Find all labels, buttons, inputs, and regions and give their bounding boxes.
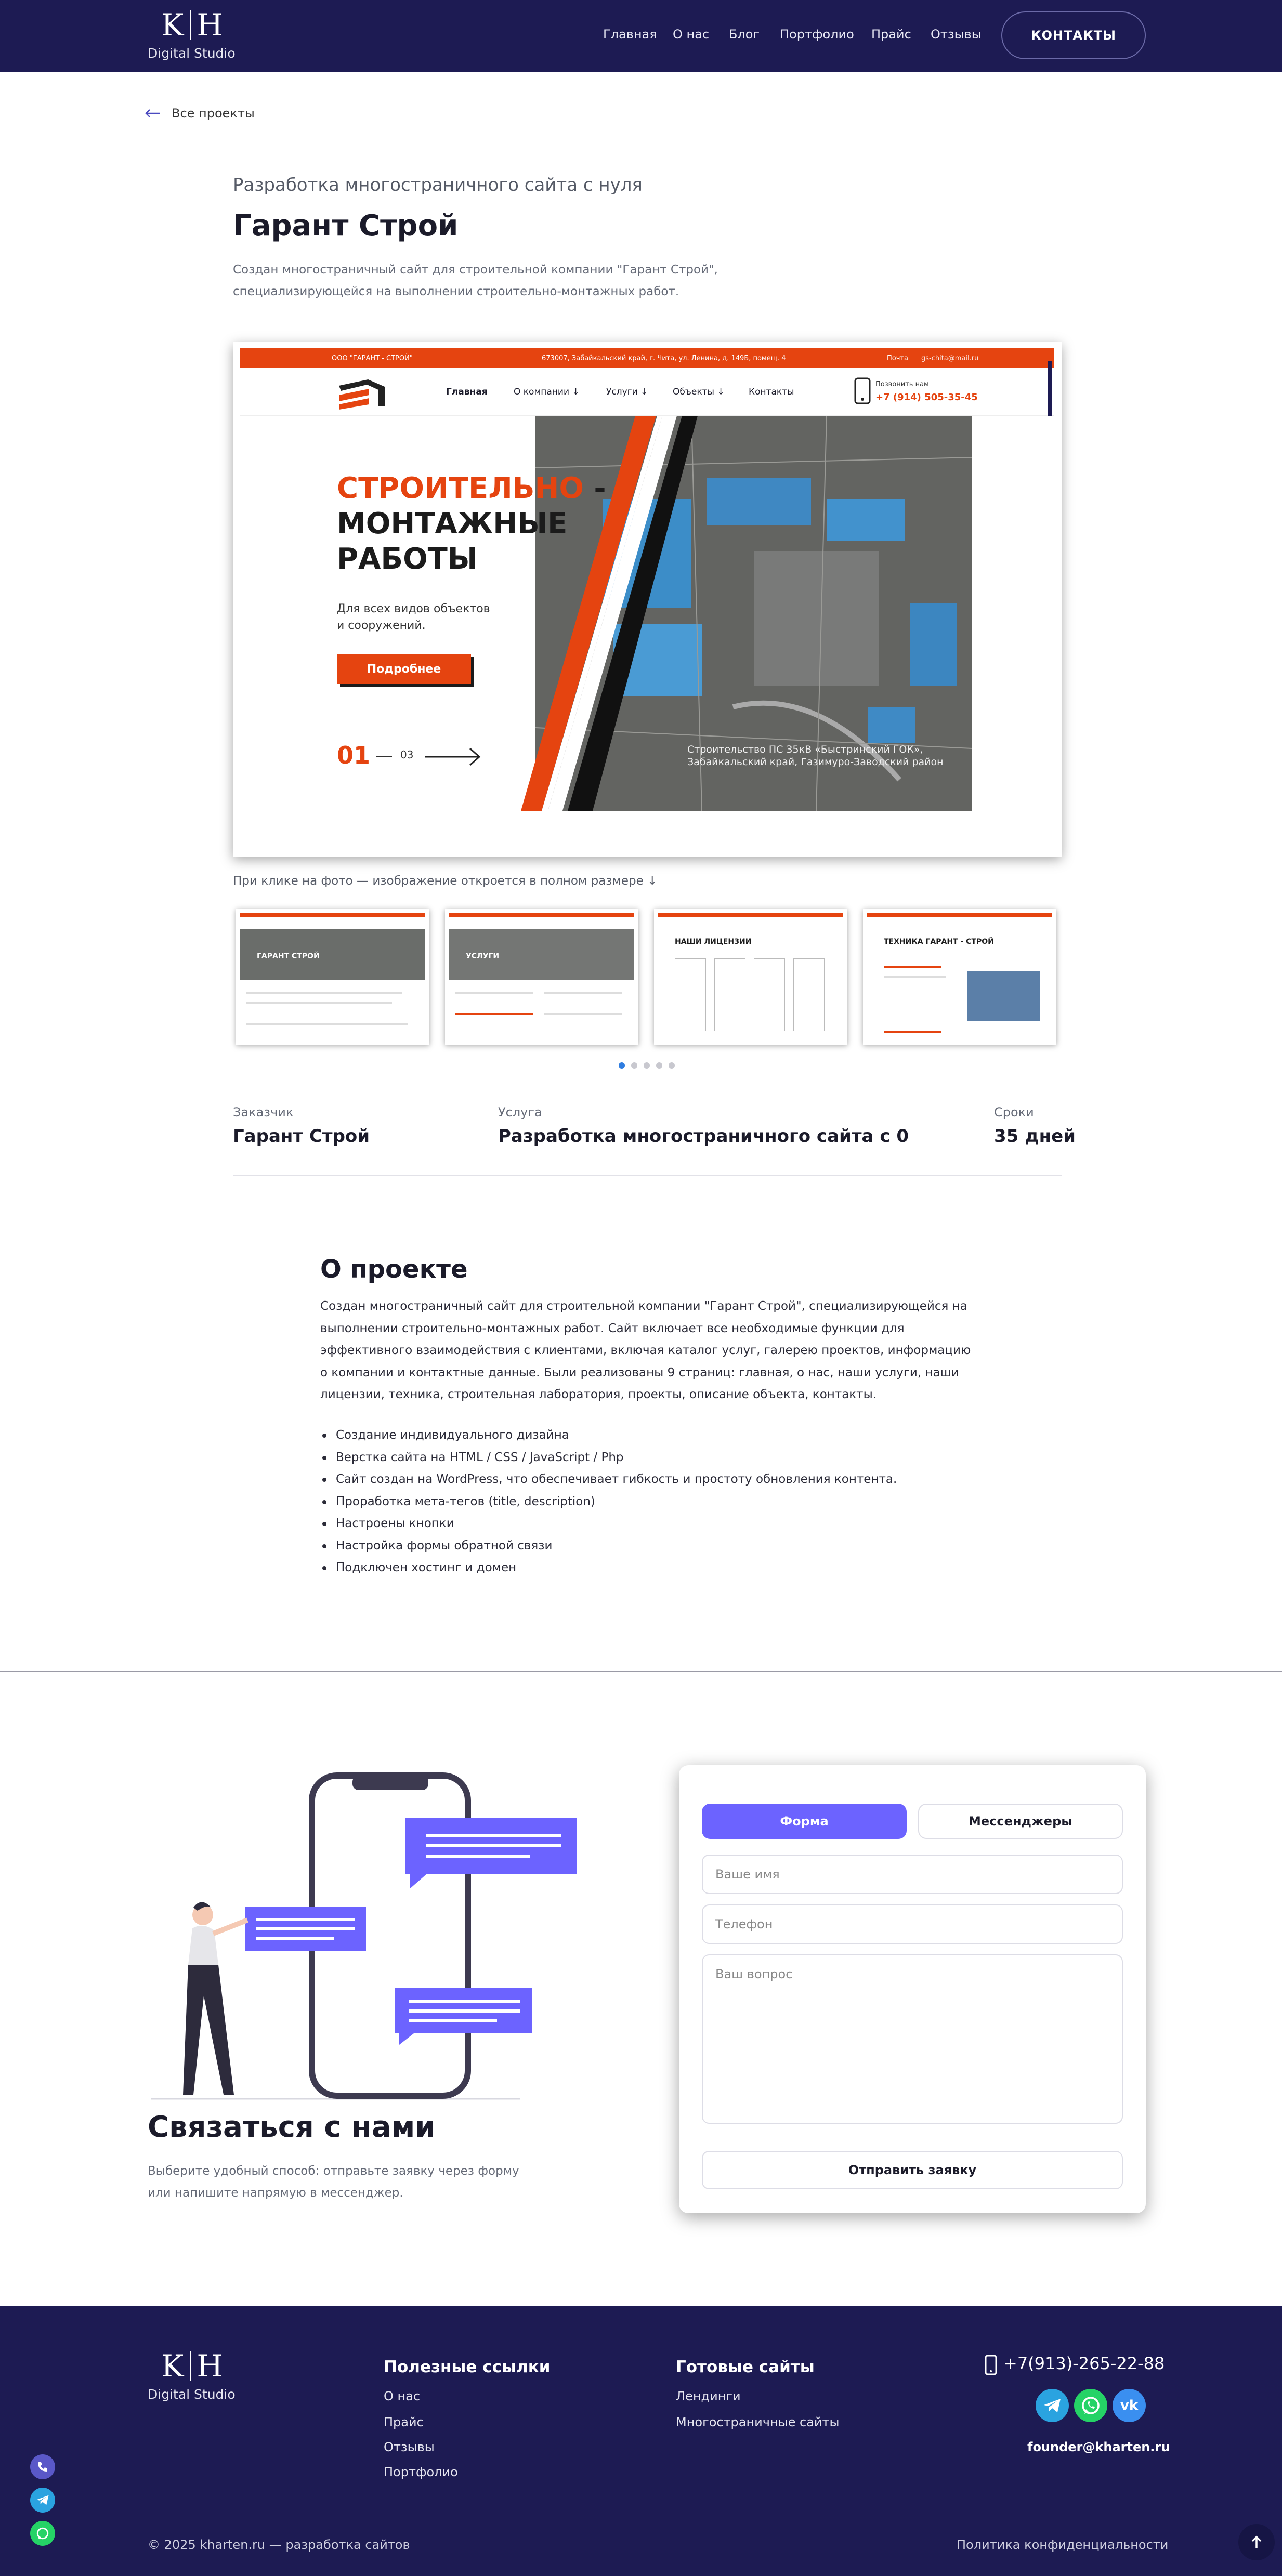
nav-reviews[interactable]: Отзывы	[931, 27, 982, 42]
arrow-up-icon	[1250, 2535, 1263, 2549]
mockup-photo-caption: Строительство ПС 35кВ «Быстринский ГОК», Забайкальский край, Газимуро-Заводский район	[687, 744, 944, 768]
logo-letter-h: H	[197, 7, 224, 43]
mockup-call-label: Позвонить нам	[875, 380, 929, 388]
logo[interactable]	[161, 7, 224, 43]
project-title: Гарант Строй	[233, 209, 459, 243]
whatsapp-icon[interactable]	[1074, 2389, 1107, 2422]
gallery-thumbnail[interactable]	[445, 909, 638, 1045]
contact-form-card	[679, 1765, 1146, 2213]
footer-ready-title: Готовые сайты	[676, 2358, 815, 2376]
footer-logo-letter-h: H	[197, 2348, 224, 2384]
floating-call-icon[interactable]	[30, 2454, 55, 2479]
mockup-nav-company: О компании ↓	[514, 387, 580, 397]
feature-item: Настройка формы обратной связи	[320, 1535, 897, 1557]
terms-label: Сроки	[994, 1105, 1034, 1120]
logo-letter-k: K	[161, 7, 185, 43]
footer-link-portfolio[interactable]: Портфолио	[384, 2465, 458, 2479]
phone-icon	[985, 2355, 997, 2375]
client-value: Гарант Строй	[233, 1126, 370, 1147]
mockup-slide-arrow-icon	[425, 746, 482, 767]
mockup-hero-title-line3: РАБОТЫ	[337, 542, 478, 576]
feature-item: Подключен хостинг и домен	[320, 1557, 897, 1579]
feature-item: Верстка сайта на HTML / CSS / JavaScript / Php	[320, 1447, 897, 1469]
mockup-company: ООО "ГАРАНТ - СТРОЙ"	[332, 354, 413, 362]
mockup-mail-label: Почта	[887, 354, 908, 362]
tab-form[interactable]: Форма	[702, 1804, 907, 1839]
mockup-nav-contacts: Контакты	[749, 387, 794, 397]
footer-link-multipage[interactable]: Многостраничные сайты	[676, 2415, 840, 2429]
chat-phone-illustration	[146, 1767, 593, 2105]
about-text: Создан многостраничный сайт для строительной компании "Гарант Строй", специализирующейся на выполнении строительно-монтажных работ. Сайт включает все необходимые функции для эффективного взаимодействия с клиентами, включая каталог услуг, галерею проектов, информацию о компании и контактные данные. Были реализованы 9 страниц: главная, о нас, наши услуги, наши лицензии, техника, строительная лаборатория, проекты, описание объекта, контакты.	[320, 1299, 971, 1401]
tab-messengers[interactable]: Мессенджеры	[918, 1804, 1123, 1839]
gallery-hint: При клике на фото — изображение откроется в полном размере ↓	[233, 874, 658, 888]
submit-button[interactable]: Отправить заявку	[702, 2151, 1123, 2189]
footer-link-reviews[interactable]: Отзывы	[384, 2440, 435, 2454]
gallery-dot[interactable]	[644, 1062, 650, 1069]
mockup-hero	[240, 416, 1054, 857]
gallery-dot-active[interactable]	[619, 1062, 625, 1069]
feature-item: Создание индивидуального дизайна	[320, 1424, 897, 1447]
vk-icon[interactable]: vk	[1113, 2389, 1146, 2422]
gallery-dot[interactable]	[631, 1062, 637, 1069]
mockup-topbar	[240, 348, 1054, 368]
meta-divider	[233, 1175, 1062, 1176]
gallery-thumbnail[interactable]	[654, 909, 847, 1045]
mockup-hero-title-accent: СТРОИТЕЛЬНО	[337, 471, 584, 505]
about-title: О проекте	[320, 1255, 468, 1284]
feature-item: Настроены кнопки	[320, 1513, 897, 1535]
terms-value: 35 дней	[994, 1126, 1076, 1147]
project-subtitle: Разработка многостраничного сайта с нуля	[233, 175, 643, 195]
privacy-link[interactable]: Политика конфиденциальности	[957, 2538, 1169, 2552]
thumbnail-label: УСЛУГИ	[466, 952, 500, 961]
feature-item: Сайт создан на WordPress, что обеспечивает гибкость и простоту обновления контента.	[320, 1468, 897, 1491]
back-to-projects-link[interactable]	[145, 106, 255, 121]
mockup-nav-services: Услуги ↓	[606, 387, 648, 397]
site-footer	[0, 2306, 1282, 2576]
copyright: © 2025 kharten.ru — разработка сайтов	[148, 2538, 410, 2552]
mockup-slide-total: 03	[400, 748, 414, 761]
arrow-left-icon	[145, 108, 160, 119]
thumbnail-label: ГАРАНТ СТРОЙ	[257, 952, 320, 961]
footer-logo-letter-k: K	[161, 2348, 185, 2384]
contact-text: Выберите удобный способ: отправьте заявку через форму или напишите напрямую в мессенджер.	[148, 2164, 519, 2200]
about-feature-list	[320, 1424, 897, 1579]
mockup-nav-home: Главная	[446, 387, 488, 397]
floating-whatsapp-icon[interactable]	[30, 2521, 55, 2546]
floating-telegram-icon[interactable]	[30, 2488, 55, 2513]
mockup-slide-divider	[376, 756, 392, 757]
gallery-thumbnail[interactable]	[236, 909, 429, 1045]
mockup-hero-title-dash: -	[583, 471, 606, 505]
back-link-label: Все проекты	[172, 106, 255, 121]
mockup-hero-title-line2: МОНТАЖНЫЕ	[337, 507, 568, 541]
thumbnail-label: ТЕХНИКА ГАРАНТ - СТРОЙ	[884, 938, 994, 946]
mockup-slide-current: 01	[337, 741, 371, 769]
mockup-phone-icon	[854, 377, 871, 404]
mockup-hero-button: Подробнее	[337, 654, 471, 684]
mockup-hero-text: Для всех видов объектов и сооружений.	[337, 602, 490, 632]
mockup-phone: +7 (914) 505-35-45	[875, 392, 978, 403]
footer-logo-subtitle: Digital Studio	[148, 2387, 236, 2402]
feature-item: Проработка мета-тегов (title, description)	[320, 1491, 897, 1513]
nav-price[interactable]: Прайс	[871, 27, 911, 42]
footer-link-about[interactable]: О нас	[384, 2389, 421, 2403]
gallery-dot[interactable]	[669, 1062, 675, 1069]
thumbnail-label: НАШИ ЛИЦЕНЗИИ	[675, 938, 752, 946]
mockup-logo-icon	[337, 377, 387, 410]
nav-blog[interactable]: Блог	[729, 27, 760, 42]
site-header	[0, 0, 1282, 72]
scroll-to-top-button[interactable]	[1238, 2524, 1275, 2560]
mockup-nav-objects: Объекты ↓	[673, 387, 725, 397]
telegram-icon[interactable]	[1036, 2389, 1069, 2422]
phone-field[interactable]: Телефон	[702, 1904, 1123, 1944]
gallery-dot[interactable]	[656, 1062, 662, 1069]
service-value: Разработка многостраничного сайта с 0	[498, 1126, 909, 1147]
footer-logo[interactable]	[161, 2348, 224, 2384]
mockup-hero-title	[337, 471, 606, 577]
project-lead: Создан многостраничный сайт для строительной компании "Гарант Строй", специализирующейся на выполнении строительно-монтажных работ.	[233, 263, 718, 298]
name-field[interactable]: Ваше имя	[702, 1855, 1123, 1894]
section-divider	[0, 1671, 1282, 1672]
project-main-screenshot[interactable]	[233, 342, 1062, 857]
nav-portfolio[interactable]: Портфолио	[780, 27, 854, 42]
contact-title: Связаться с нами	[148, 2110, 436, 2144]
service-label: Услуга	[498, 1105, 542, 1120]
mockup-mail: gs-chita@mail.ru	[921, 354, 979, 362]
mockup-address: 673007, Забайкальский край, г. Чита, ул. Ленина, д. 149Б, помещ. 4	[542, 354, 786, 362]
nav-home[interactable]: Главная	[603, 27, 657, 42]
footer-useful-title: Полезные ссылки	[384, 2358, 551, 2376]
nav-about[interactable]: О нас	[673, 27, 710, 42]
contacts-button[interactable]: КОНТАКТЫ	[1001, 11, 1146, 59]
gallery-thumbnail[interactable]	[863, 909, 1056, 1045]
footer-link-price[interactable]: Прайс	[384, 2415, 424, 2429]
logo-subtitle: Digital Studio	[148, 46, 236, 61]
footer-email[interactable]: founder@kharten.ru	[1027, 2440, 1170, 2454]
question-field[interactable]: Ваш вопрос	[702, 1954, 1123, 2124]
footer-phone[interactable]: +7(913)-265-22-88	[1003, 2354, 1165, 2373]
footer-link-landings[interactable]: Лендинги	[676, 2389, 741, 2403]
mockup-navbar	[240, 368, 1054, 416]
client-label: Заказчик	[233, 1105, 294, 1120]
